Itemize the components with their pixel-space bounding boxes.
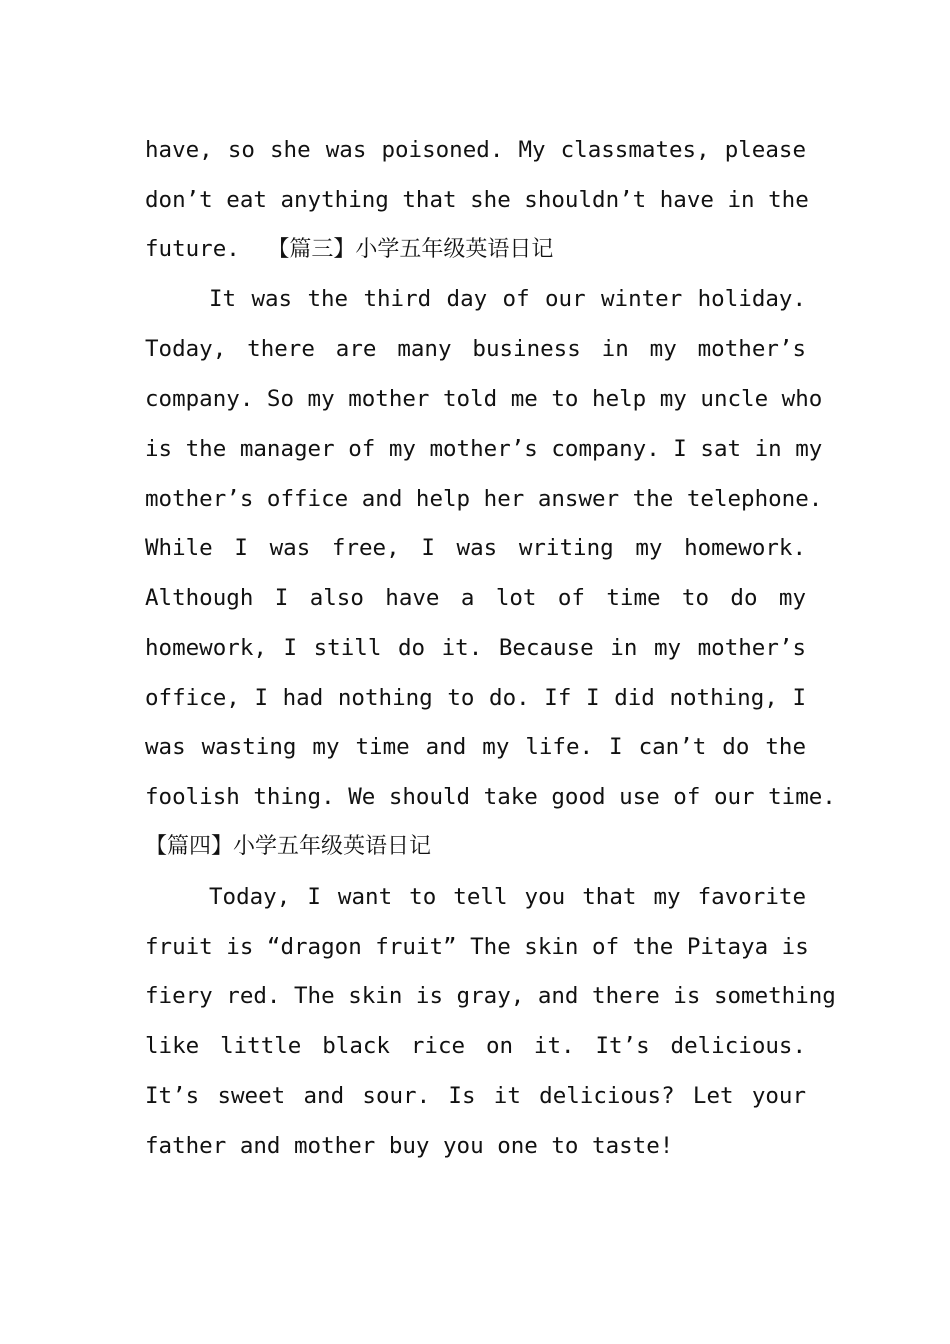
paragraph-4-line-2: fruit is “dragon fruit” The skin of the Pitaya is xyxy=(145,934,809,960)
paragraph-4-line-4: like little black rice on it. It’s delicious. xyxy=(145,1033,806,1059)
text-line-3 xyxy=(145,224,806,274)
text-line-1: have, so she was poisoned. My classmates, please xyxy=(145,137,806,163)
section-heading-4: 【篇四】小学五年级英语日记 xyxy=(145,834,432,859)
paragraph-3-line-6: While I was free, I was writing my homework. xyxy=(145,535,806,561)
paragraph-3-line-3: company. So my mother told me to help my uncle who xyxy=(145,386,823,412)
paragraph-3-line-9: office, I had nothing to do. If I did nothing, I xyxy=(145,685,806,711)
paragraph-4-line-6: father and mother buy you one to taste! xyxy=(145,1133,674,1159)
text-line-3-end: future. xyxy=(145,236,240,262)
paragraph-4-line-3: fiery red. The skin is gray, and there is something xyxy=(145,983,836,1009)
paragraph-3-line-2: Today, there are many business in my mother’s xyxy=(145,336,806,362)
section-heading-3: 【篇三】小学五年级英语日记 xyxy=(267,237,554,262)
paragraph-3-line-1: It was the third day of our winter holiday. xyxy=(209,286,806,312)
paragraph-3-line-5: mother’s office and help her answer the telephone. xyxy=(145,486,823,512)
paragraph-4-line-5: It’s sweet and sour. Is it delicious? Let your xyxy=(145,1083,806,1109)
paragraph-3-line-8: homework, I still do it. Because in my mother’s xyxy=(145,635,806,661)
paragraph-4-line-1: Today, I want to tell you that my favorite xyxy=(209,884,806,910)
paragraph-3-line-10: was wasting my time and my life. I can’t do the xyxy=(145,734,806,760)
paragraph-3-line-7: Although I also have a lot of time to do my xyxy=(145,585,806,611)
text-line-2: don’t eat anything that she shouldn’t have in the xyxy=(145,187,809,213)
paragraph-3-line-4: is the manager of my mother’s company. I sat in my xyxy=(145,436,823,462)
paragraph-3-line-11: foolish thing. We should take good use of our time. xyxy=(145,784,836,810)
